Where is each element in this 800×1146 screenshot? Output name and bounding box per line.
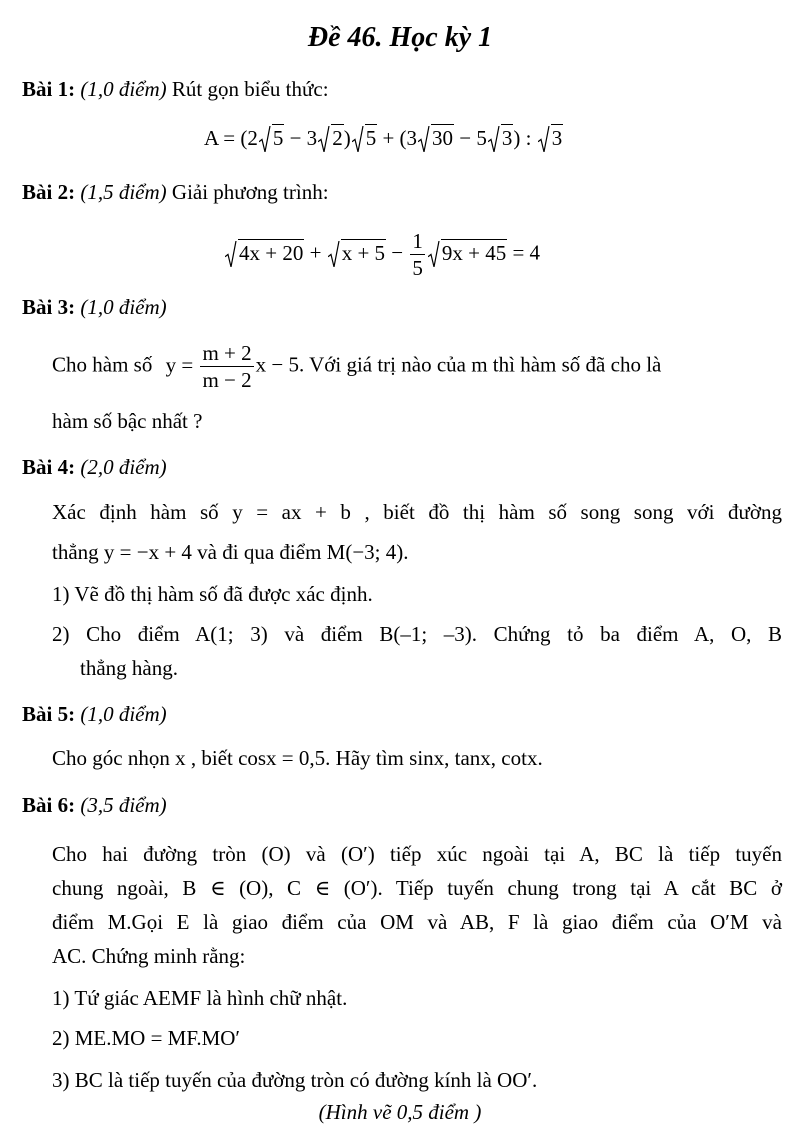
radical: 5 (352, 124, 378, 151)
bai1-expr-part: A = (2 (204, 126, 258, 150)
fraction: $\frac{m + 2}{m - 2}$ (202, 341, 252, 393)
page-title: Đề 46. Học kỳ 1 (307, 22, 493, 53)
bai5-points: (1,0 điểm) (80, 702, 167, 726)
bai3-line2: hàm số bậc nhất ? (52, 409, 203, 433)
bai4-heading (22, 455, 167, 480)
bai4-item2: 2) Cho điểm A(1; 3) và điểm B(–1; –3). Chứng tỏ ba điểm A, O, B (52, 622, 782, 646)
bai4-item2-cont: thẳng hàng. (80, 656, 178, 680)
bai6-item2: 2) ME.MO = MF.MO′ (52, 1026, 241, 1050)
bai3-tail: x − 5 (255, 352, 299, 377)
bai3-pre: Cho hàm số (52, 352, 153, 377)
bai3-line1 (52, 340, 782, 394)
bai4-points: (2,0 điểm) (80, 455, 167, 479)
bai1-label: Bài 1: (22, 77, 76, 101)
bai2-equation (224, 228, 540, 282)
bai1-expr-part: ) (343, 126, 351, 150)
bai3-points: (1,0 điểm) (80, 295, 167, 319)
bai6-label: Bài 6: (22, 793, 76, 817)
bai2-expr-part: = 4 (507, 240, 541, 265)
bai1-expr-part: − 5 (454, 126, 487, 150)
radical: 2 (318, 124, 344, 151)
bai4-line1: Xác định hàm số y = ax + b , biết đồ thị hàm số song song với đường (52, 500, 782, 524)
bai1-expr-part: + (3 (377, 126, 418, 150)
bai4-item1: 1) Vẽ đồ thị hàm số đã được xác định. (52, 582, 373, 606)
bai2-expr-part: − (386, 240, 409, 265)
bai2-label: Bài 2: (22, 180, 76, 204)
bai6-line1: Cho hai đường tròn (O) và (O′) tiếp xúc ngoài tại A, BC là tiếp tuyến (52, 842, 782, 866)
bai1-expr-part: − 3 (284, 126, 318, 150)
bai1-heading (22, 77, 329, 102)
bai6-heading (22, 793, 167, 818)
bai2-expr-part: + (304, 240, 327, 265)
bai4-line2: thẳng y = −x + 4 và đi qua điểm M(−3; 4). (52, 540, 409, 564)
radical: 5 (259, 124, 285, 151)
bai4-label: Bài 4: (22, 455, 76, 479)
radical: 30 (418, 124, 454, 151)
radical: 4x + 20 (225, 239, 304, 266)
radical: x + 5 (328, 239, 386, 266)
bai6-item3: 3) BC là tiếp tuyến của đường tròn có đường kính là OO′. (52, 1068, 538, 1092)
bai6-line2: chung ngoài, B ∈ (O), C ∈ (O′). Tiếp tuyến chung trong tại A cắt BC ở (52, 876, 782, 900)
bai3-label: Bài 3: (22, 295, 76, 319)
bai6-points: (3,5 điểm) (80, 793, 167, 817)
bai2-points: (1,5 điểm) (80, 180, 167, 204)
radical: 9x + 45 (428, 239, 507, 266)
bai1-expr-part: ) : (513, 126, 537, 150)
bai5-heading (22, 702, 167, 727)
bai6-footer: (Hình vẽ 0,5 điểm ) (318, 1100, 482, 1124)
bai1-text: Rút gọn biểu thức: (171, 77, 329, 101)
bai2-heading (22, 180, 329, 205)
bai1-expression (204, 124, 563, 151)
radical: 3 (538, 124, 564, 151)
bai5-text: Cho góc nhọn x , biết cosx = 0,5. Hãy tìm sinx, tanx, cotx. (52, 746, 543, 770)
bai3-y: y = (165, 352, 199, 377)
fraction: $\frac{1}{5}$ (412, 229, 423, 281)
bai3-heading (22, 295, 167, 320)
bai5-label: Bài 5: (22, 702, 76, 726)
bai6-line4: AC. Chứng minh rằng: (52, 944, 246, 968)
bai3-post: . Với giá trị nào của m thì hàm số đã cho là (298, 352, 662, 377)
radical: 3 (488, 124, 514, 151)
bai1-points: (1,0 điểm) (80, 77, 167, 101)
bai6-line3: điểm M.Gọi E là giao điểm của OM và AB, F là giao điểm của O′M và (52, 910, 782, 934)
bai2-text: Giải phương trình: (171, 180, 329, 204)
bai6-item1: 1) Tứ giác AEMF là hình chữ nhật. (52, 986, 348, 1010)
